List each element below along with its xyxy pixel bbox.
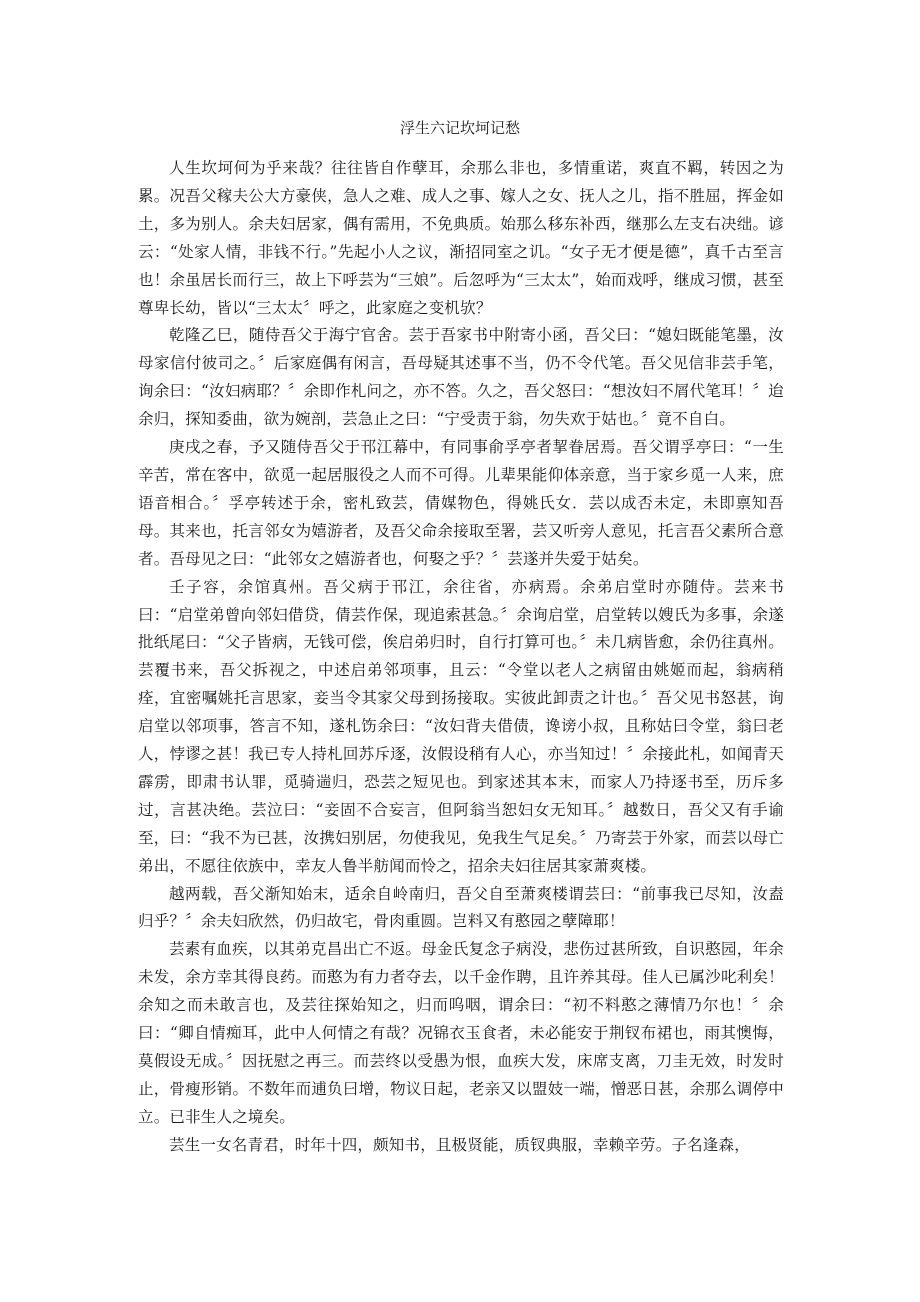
paragraph: 庚戌之春，予又随侍吾父于邗江幕中，有同事俞孚亭者挈眷居焉。吾父谓孚亭曰：“一生辛苦，常在客中，欲觅一起居服役之人而不可得。儿辈果能仰体亲意，当于家乡觅一人来，庶语音相合。〞孚亭转述于余，密札致芸，倩媒物色，得姚氏女．芸以成否未定，未即禀知吾母。其来也，托言邻女为嬉游者，及吾父命余接取至署，芸又听旁人意见，托言吾父素所合意者。吾母见之曰：“此邻女之嬉游者也，何娶之乎？〞芸遂并失爱于姑矣。: [138, 438, 784, 568]
paragraph: 壬子容，余馆真州。吾父病于邗江，余往省，亦病焉。余弟启堂时亦随侍。芸来书曰：“启堂弟曾向邻妇借贷，倩芸作保，现追索甚急。〞余询启堂，启堂转以嫂氏为多事，余遂批纸尾曰：“父子皆病，无钱可偿，俟启弟归时，自行打算可也。〞未几病皆愈，余仍往真州。芸覆书来，吾父拆视之，中述启弟邻项事，且云：“令堂以老人之病留由姚姬而起，翁病稍痊，宜密嘱姚托言思家，妾当令其家父母到扬接取。实彼此卸责之计也。〞吾父见书怒甚，询启堂以邻项事，答言不知，遂札饬余曰：“汝妇背夫借债，谗谤小叔，且称姑曰令堂，翁曰老人，悖谬之甚！我已专人持札回苏斥逐，汝假设稍有人心，亦当知过！〞余接此札，如闻青天霹雳，即肃书认罪，觅骑遄归，恐芸之短见也。到家述其本末，而家人乃持逐书至，历斥多过，言甚决绝。芸泣曰：“妾固不合妄言，但阿翁当恕妇女无知耳。〞越数日，吾父又有手谕至，曰：“我不为已甚，汝携妇别居，勿使我见，免我生气足矣。〞乃寄芸于外家，而芸以母亡弟出，不愿往依族中，幸友人鲁半舫闻而怜之，招余夫妇往居其家萧爽楼。: [138, 577, 784, 875]
paragraph: 越两载，吾父渐知始末，适余自岭南归，吾父自至萧爽楼谓芸曰：“前事我已尽知，汝盍归乎？〞余夫妇欣然，仍归故宅，骨肉重圆。岂料又有憨园之孽障耶！: [138, 884, 784, 931]
paragraph: 乾隆乙巳，随侍吾父于海宁官舍。芸于吾家书中附寄小函，吾父曰：“媳妇既能笔墨，汝母家信付彼司之。〞后家庭偶有闲言，吾母疑其述事不当，仍不令代笔。吾父见信非芸手笔，询余曰：“汝妇病耶？〞余即作札问之，亦不答。久之，吾父怒曰：“想汝妇不屑代笔耳！〞迨余归，探知委曲，欲为婉剖，芸急止之曰：“宁受责于翁，勿失欢于姑也。〞竟不自白。: [138, 326, 784, 429]
paragraph: 芸素有血疾，以其弟克昌出亡不返。母金氏复念子病没，悲伤过甚所致，自识憨园，年余未发，余方幸其得良药。而憨为有力者夺去，以千金作聘，且许养其母。佳人已属沙叱利矣！余知之而未敢言也，及芸往探始知之，归而呜咽，谓余曰：“初不料憨之薄情乃尔也！〞余曰：“卿自情痴耳，此中人何情之有哉？况锦衣玉食者，未必能安于荆钗布裙也，雨其懊悔，莫假设无成。〞因抚慰之再三。而芸终以受愚为恨，血疾大发，床席支离，刀圭无效，时发时止，骨瘦形销。不数年而逋负曰增，物议日起，老亲又以盟妓一端，憎恶日甚，余那么调停中立。已非生人之境矣。: [138, 940, 784, 1126]
paragraph: 人生坎坷何为乎来哉？往往皆自作孽耳，余那么非也，多情重诺，爽直不羁，转因之为累。况吾父稼夫公大方豪侠，急人之难、成人之事、嫁人之女、抚人之儿，指不胜屈，挥金如土，多为别人。余夫妇居家，偶有需用，不免典质。始那么移东补西，继那么左支右决绌。谚云：“处家人情，非钱不行。”先起小人之议，渐招同室之讥。“女子无才便是德”，真千古至言也！余虽居长而行三，故上下呼芸为“三娘”。后忽呼为“三太太”，始而戏呼，继成习惯，甚至尊卑长幼，皆以“三太太〞呼之，此家庭之变机欤？: [138, 159, 784, 317]
document-body: [138, 155, 784, 1160]
paragraph: 芸生一女名青君，时年十四，颇知书，且极贤能，质钗典服，幸赖辛劳。子名逢森，: [169, 1135, 750, 1154]
document-title: 浮生六记坎坷记愁: [399, 119, 520, 137]
